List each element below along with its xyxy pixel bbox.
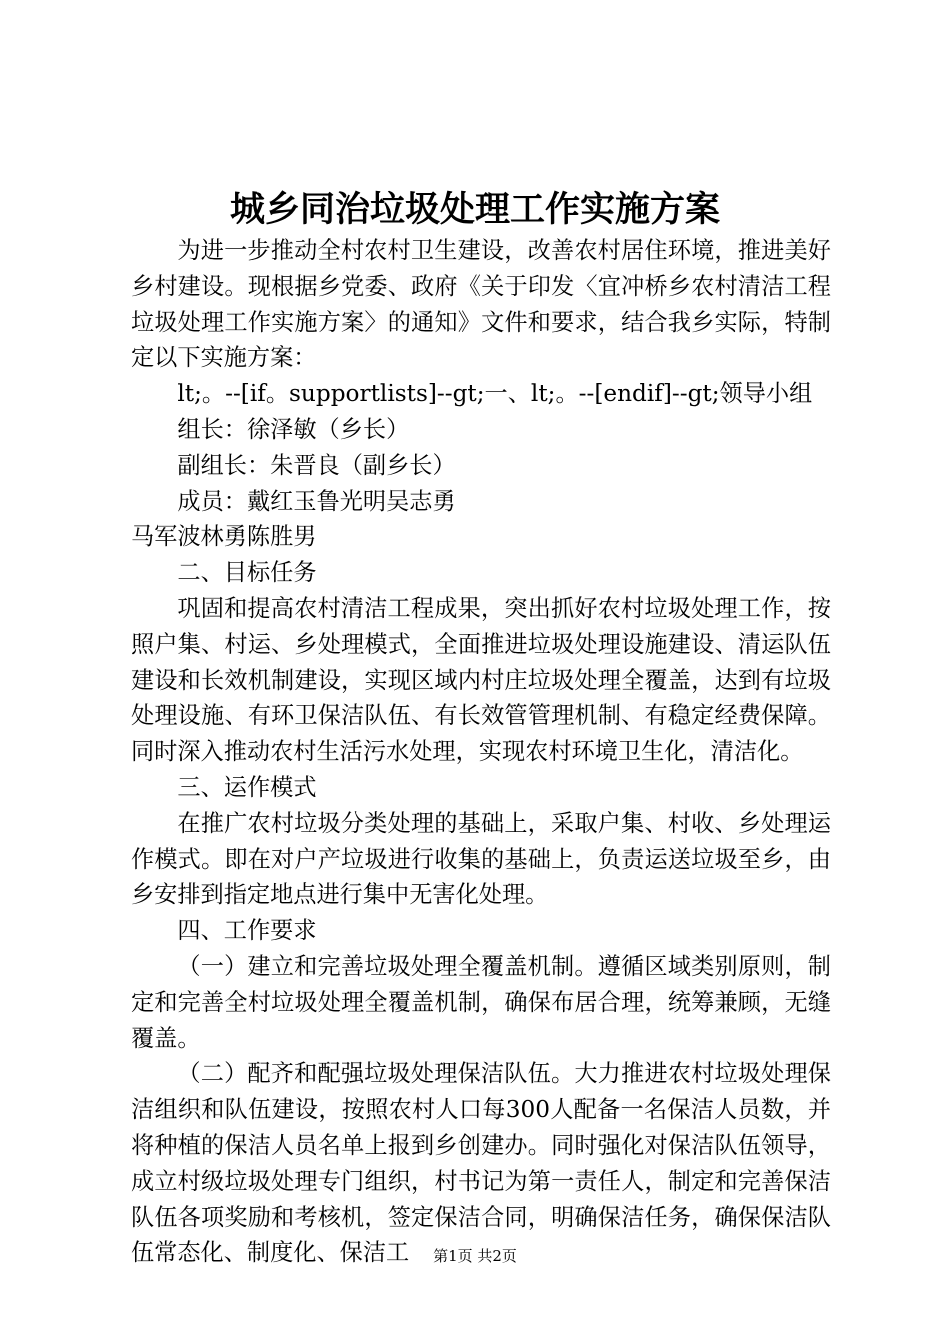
members-line-continued: 马军波林勇陈胜男 — [131, 523, 317, 551]
page-title: 城乡同治垃圾处理工作实施方案 — [229, 189, 720, 230]
heading-leadership-group: lt;。--[if。supportlists]--gt;一、lt;。--[endif]--gt;领导小组 — [177, 380, 813, 408]
leader-line: 组长：徐泽敏（乡长） — [177, 415, 410, 443]
paragraph-requirement-1: （一）建立和完善垃圾处理全覆盖机制。遵循区域类别原则，制定和完善全村垃圾处理全覆盖机制，确保布居合理，统筹兼顾，无缝覆盖。 — [131, 952, 831, 1052]
document-body — [131, 233, 831, 1271]
heading-operation-mode: 三、运作模式 — [177, 773, 317, 801]
heading-goals: 二、目标任务 — [177, 559, 317, 587]
heading-work-requirements: 四、工作要求 — [177, 917, 317, 945]
members-line: 成员：戴红玉鲁光明吴志勇 — [177, 487, 456, 515]
paragraph-intro: 为进一步推动全村农村卫生建设，改善农村居住环境，推进美好乡村建设。现根据乡党委、政府《关于印发〈宜冲桥乡农村清洁工程垃圾处理工作实施方案〉的通知》文件和要求，结合我乡实际，特制定以下实施方案： — [131, 237, 831, 372]
deputy-leader-line: 副组长：朱晋良（副乡长） — [177, 451, 456, 479]
paragraph-goals: 巩固和提高农村清洁工程成果，突出抓好农村垃圾处理工作，按照户集、村运、乡处理模式，全面推进垃圾处理设施建设、清运队伍建设和长效机制建设，实现区域内村庄垃圾处理全覆盖，达到有垃圾处理设施、有环卫保洁队伍、有长效管管理机制、有稳定经费保障。同时深入推动农村生活污水处理，实现农村环境卫生化，清洁化。 — [131, 594, 831, 766]
page-number-footer: 第1页 共2页 — [433, 1247, 517, 1265]
paragraph-requirement-2: （二）配齐和配强垃圾处理保洁队伍。大力推进农村垃圾处理保洁组织和队伍建设，按照农村人口每300人配备一名保洁人员数，并将种植的保洁人员名单上报到乡创建办。同时强化对保洁队伍领导，成立村级垃圾处理专门组织，村书记为第一责任人，制定和完善保洁队伍各项奖励和考核机，签定保洁合同，明确保洁任务，确保保洁队伍常态化、制度化、保洁工 — [131, 1060, 831, 1267]
paragraph-operation-mode: 在推广农村垃圾分类处理的基础上，采取户集、村收、乡处理运作模式。即在对户产垃圾进行收集的基础上，负责运送垃圾至乡，由乡安排到指定地点进行集中无害化处理。 — [131, 809, 831, 909]
